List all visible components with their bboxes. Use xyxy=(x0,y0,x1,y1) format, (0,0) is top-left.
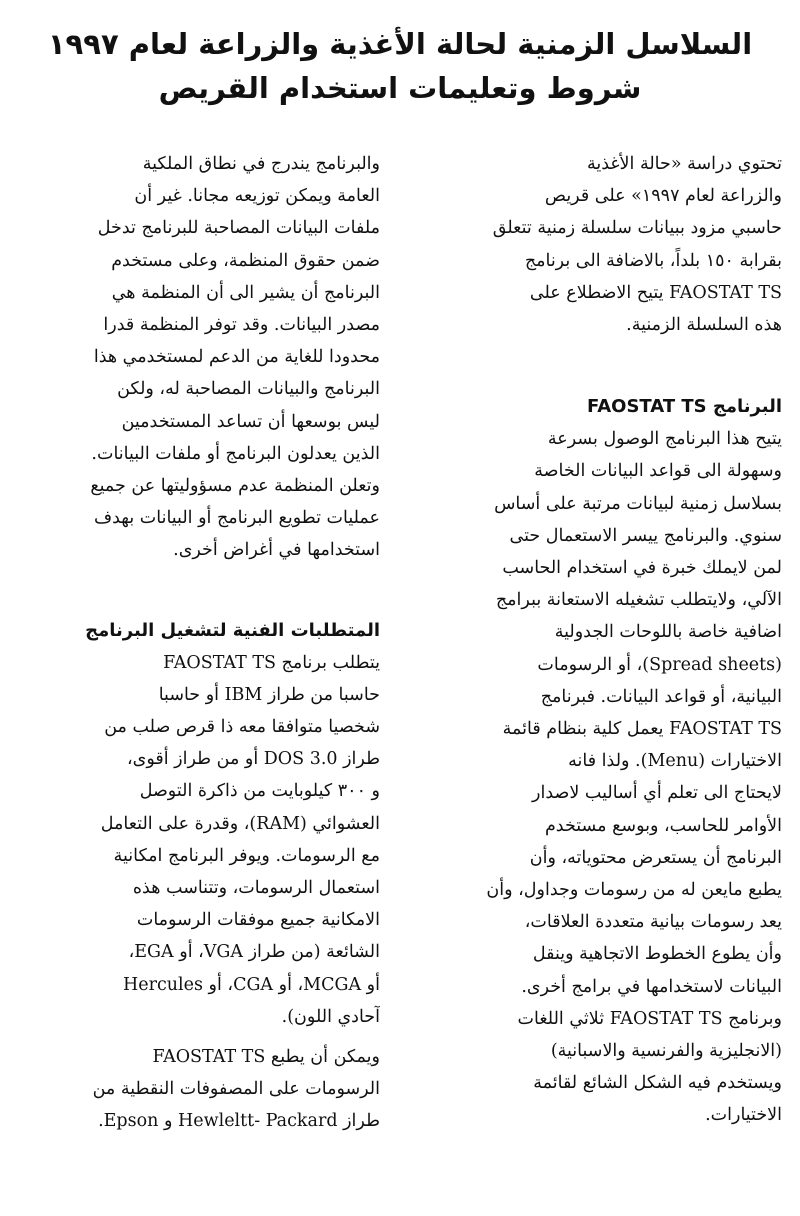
text-line: الاختيارات. xyxy=(705,1105,782,1126)
left-column xyxy=(18,148,380,1138)
text-line: (Spread sheets)، أو الرسومات xyxy=(537,654,782,675)
text-line: والبرنامج يندرج في نطاق الملكية xyxy=(142,154,380,174)
text-line: البيانات لاستخدامها في برامج أخرى. xyxy=(521,976,782,997)
text-line: تحتوي دراسة «حالة الأغذية xyxy=(586,154,782,174)
text-line: ليس بوسعها أن تساعد المستخدمين xyxy=(121,411,380,432)
text-line: FAOSTAT TS يتيح الاضطلاع على xyxy=(529,282,782,303)
text-line: الذين يعدلون البرنامج أو ملفات البيانات. xyxy=(91,443,380,464)
intro-paragraph xyxy=(420,148,782,341)
text-line: والزراعة لعام ١٩٩٧» على قريص xyxy=(544,186,782,207)
text-line: استخدامها في أغراض أخرى. xyxy=(173,540,380,561)
text-line: طراز Hewleltt- Packard و Epson. xyxy=(98,1111,380,1132)
section-heading-program: البرنامج FAOSTAT TS xyxy=(586,396,782,418)
text-line: محدودا للغاية من الدعم لمستخدمي هذا xyxy=(93,347,380,368)
title-line-1: السلاسل الزمنية لحالة الأغذية والزراعة لعام ١٩٩٧ xyxy=(47,27,753,61)
license-paragraph xyxy=(18,148,380,567)
text-line: الآلي، ولايتطلب تشغيله الاستعانة ببرامج xyxy=(495,590,782,611)
text-line: البرنامج أن يستعرض محتوياته، وأن xyxy=(529,847,782,868)
text-line: يتيح هذا البرنامج الوصول بسرعة xyxy=(547,429,782,450)
text-line: العامة ويمكن توزيعه مجانا. غير أن xyxy=(134,186,380,207)
text-line: ويمكن أن يطبع FAOSTAT TS xyxy=(152,1047,380,1068)
text-line: ويستخدم فيه الشكل الشائع لقائمة xyxy=(533,1073,782,1094)
text-line: اضافية خاصة باللوحات الجدولية xyxy=(554,622,782,643)
text-line: لايحتاج الى تعلم أي أساليب لاصدار xyxy=(532,783,782,804)
section-heading-requirements: المتطلبات الفنية لتشغيل البرنامج xyxy=(85,619,380,641)
text-line: وبرنامج FAOSTAT TS ثلاثي اللغات xyxy=(517,1008,782,1029)
text-line: ملفات البيانات المصاحبة للبرنامج تدخل xyxy=(97,218,380,239)
text-line: بقرابة ١٥٠ بلداً، بالاضافة الى برنامج xyxy=(524,250,782,271)
text-line: ضمن حقوق المنظمة، وعلى مستخدم xyxy=(111,250,380,271)
text-line: و ٣٠٠ كيلوبايت من ذاكرة التوصل xyxy=(139,781,380,802)
text-line: وتعلن المنظمة عدم مسؤوليتها عن جميع xyxy=(90,476,380,497)
text-line: البرنامج والبيانات المصاحبة له، ولكن xyxy=(117,379,380,400)
document-title xyxy=(18,22,782,110)
text-line: هذه السلسلة الزمنية. xyxy=(626,315,782,336)
text-line: العشوائي (RAM)، وقدرة على التعامل xyxy=(100,813,380,834)
text-line: عمليات تطويع البرنامج أو البيانات بهدف xyxy=(93,508,380,529)
text-line: سنوي. والبرنامج ييسر الاستعمال حتى xyxy=(509,525,782,546)
text-line: حاسبي مزود ببيانات سلسلة زمنية تتعلق xyxy=(492,218,782,239)
text-line: مصدر البيانات. وقد توفر المنظمة قدرا xyxy=(103,315,380,336)
text-line: الاختيارات (Menu). ولذا فانه xyxy=(568,751,782,772)
text-line: يعد رسومات بيانية متعددة العلاقات، xyxy=(524,912,782,933)
text-columns xyxy=(18,148,782,1138)
text-line: بسلاسل زمنية لبيانات مرتبة على أساس xyxy=(494,493,782,514)
text-line: آحادي اللون). xyxy=(281,1006,380,1027)
requirements-paragraph xyxy=(18,647,380,1033)
title-line-2: شروط وتعليمات استخدام القريص xyxy=(158,71,642,105)
text-line: طراز DOS 3.0 أو من طراز أقوى، xyxy=(126,749,380,770)
text-line: يطبع مايعن له من رسومات وجداول، وأن xyxy=(486,880,782,901)
text-line: البيانية، أو قواعد البيانات. فبرنامج xyxy=(540,686,782,707)
text-line: شخصيا متوافقا معه ذا قرص صلب من xyxy=(104,717,380,738)
text-line: وأن يطوع الخطوط الاتجاهية وينقل xyxy=(532,944,782,965)
printing-paragraph xyxy=(18,1041,380,1138)
text-line: الشائعة (من طراز VGA، أو EGA، xyxy=(128,942,380,963)
text-line: أو MCGA، أو CGA، أو Hercules xyxy=(122,974,380,995)
text-line: يتطلب برنامج FAOSTAT TS xyxy=(163,652,380,673)
text-line: وسهولة الى قواعد البيانات الخاصة xyxy=(534,461,782,482)
text-line: (الانجليزية والفرنسية والاسبانية) xyxy=(550,1041,782,1062)
text-line: الرسومات على المصفوفات النقطية من xyxy=(92,1079,380,1100)
right-column xyxy=(420,148,782,1138)
text-line: الأوامر للحاسب، وبوسع مستخدم xyxy=(544,815,782,836)
text-line: مع الرسومات. ويوفر البرنامج امكانية xyxy=(113,845,380,866)
text-line: لمن لايملك خبرة في استخدام الحاسب xyxy=(502,558,782,579)
text-line: الامكانية جميع موفقات الرسومات xyxy=(136,910,380,931)
text-line: FAOSTAT TS يعمل كلية بنظام قائمة xyxy=(502,719,782,740)
text-line: البرنامج أن يشير الى أن المنظمة هي xyxy=(111,282,380,303)
text-line: حاسبا من طراز IBM أو حاسبا xyxy=(158,684,380,705)
program-paragraph xyxy=(420,423,782,1131)
text-line: استعمال الرسومات، وتتناسب هذه xyxy=(132,878,380,899)
